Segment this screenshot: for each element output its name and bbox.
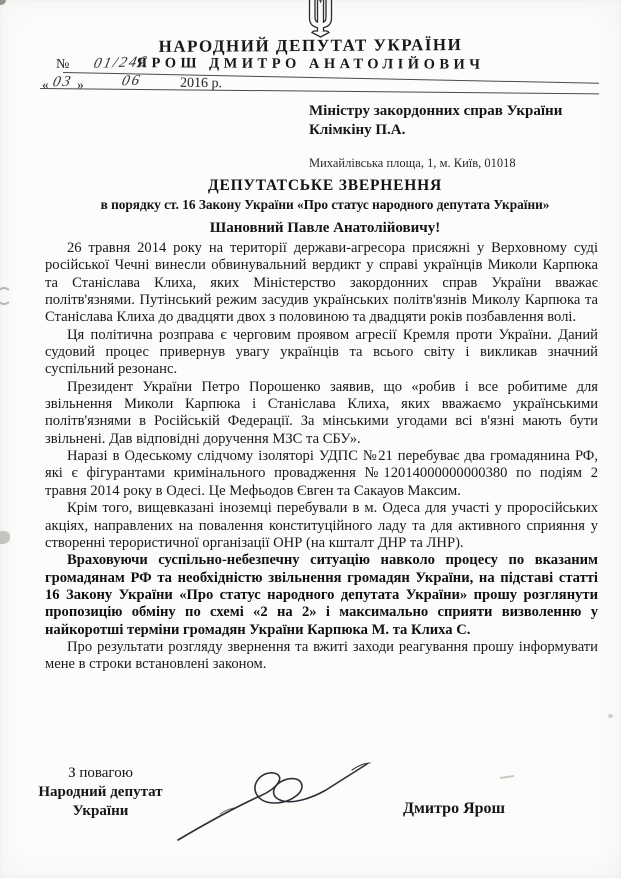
scan-artifact-left-smudge — [0, 531, 10, 544]
paragraph-3: Президент України Петро Порошенко заявив, що «робив і все робитиме для звільнення Миколи Карпюка і Станіслава Клиха, яких вважаємо українськими політв'язнями в Російській Федерації. За мінськими угодами всі в'язні мають бути звільнені. Дав відповідні доручення МЗС та СБУ». — [45, 378, 598, 447]
paragraph-1: 26 травня 2014 року на території держави-агресора присяжні у Верховному суді російської Чечні винесли обвинувальний вердикт у справі українців Миколи Карпюка та Станіслава Клиха, яких Міністерство закордонних справ України вважає політв'язнями. Путінський режим засудив українських політв'язнів Миколу Карпюка та Станіслава Клиха до двадцяти двох з половиною та двадцяти років позбавлення волі. — [45, 240, 598, 326]
date-quote-open: « — [42, 77, 49, 92]
date-day-handwritten: 03 — [51, 73, 74, 91]
tryzub-emblem-icon — [302, 0, 339, 38]
letterhead-org-title: НАРОДНИЙ ДЕПУТАТ УКРАЇНИ — [158, 35, 463, 56]
recipient-address: Михайлівська площа, 1, м. Київ, 01018 — [309, 156, 516, 170]
scan-artifact-pen-mark — [500, 775, 514, 779]
closing-phrase: З повагою — [68, 765, 133, 781]
document-number-handwritten: 01/246 — [92, 54, 150, 72]
recipient-title: Міністру закордонних справ України — [309, 103, 563, 119]
scan-artifact-right-dot — [608, 714, 613, 718]
date-year-printed: 2016 р. — [179, 75, 223, 92]
scan-artifact-corner-mark — [0, 0, 6, 5]
letter-body — [45, 240, 598, 674]
closing-block — [37, 764, 164, 821]
document-subtitle: в порядку ст. 16 Закону України «Про статус народного депутата України» — [100, 197, 550, 212]
handwritten-signature — [160, 748, 380, 848]
signer-position-line1: Народний депутат — [38, 784, 163, 800]
recipient-name: Клімкіну П.А. — [309, 122, 406, 138]
document-title-block — [45, 177, 605, 213]
paragraph-4: Наразі в Одеському слідчому ізоляторі УДПС №21 перебуває два громадянина РФ, які є фігурантами кримінального провадження №12014000000000380 по подіям 2 травня 2014 року в Одесі. Це Мефьодов Євген та Сакауов Максим. — [45, 448, 598, 499]
salutation: Шановний Павле Анатолійовичу! — [209, 220, 441, 236]
signer-name: Дмитро Ярош — [403, 800, 506, 817]
date-field-rule — [40, 88, 599, 94]
scan-artifact-left-arc — [0, 287, 12, 305]
document-number-label: № — [56, 57, 70, 72]
document-title: ДЕПУТАТСЬКЕ ЗВЕРНЕННЯ — [208, 177, 442, 194]
letterhead-deputy-name: ЯРОШ ДМИТРО АНАТОЛІЙОВИЧ — [136, 55, 485, 73]
date-quote-close: » — [77, 77, 84, 92]
paragraph-7: Про результати розгляду звернення та вжиті заходи реагування прошу інформувати мене в строки встановлені законом. — [45, 638, 598, 673]
paragraph-2: Ця політична розправа є черговим проявом агресії Кремля проти України. Даний судовий процес привернув увагу українців та всього світу і викликав значний суспільний резонанс. — [45, 326, 598, 378]
recipient-block — [309, 102, 609, 173]
date-month-handwritten: 06 — [120, 72, 143, 90]
paragraph-5: Крім того, вищевказані іноземці перебували в м. Одеса для участі у проросійських акціях, направлених на повалення конституційного ладу та для активного сприяння у створенні терористичної організації ОНР (на кшталт ДНР та ЛНР). — [45, 500, 598, 551]
signer-position-line2: України — [72, 803, 129, 819]
paragraph-6-request: Враховуючи суспільно-небезпечну ситуацію навколо процесу по вказаним громадянам РФ та необхідністю звільнення громадян України, на підставі статті 16 Закону України «Про статус народного депутата України» прошу розглянути пропозицію обміну по схемі «2 на 2» і максимально сприяти визволенню у найкоротші терміни громадян України Карпюка М. та Клиха С. — [45, 552, 598, 638]
